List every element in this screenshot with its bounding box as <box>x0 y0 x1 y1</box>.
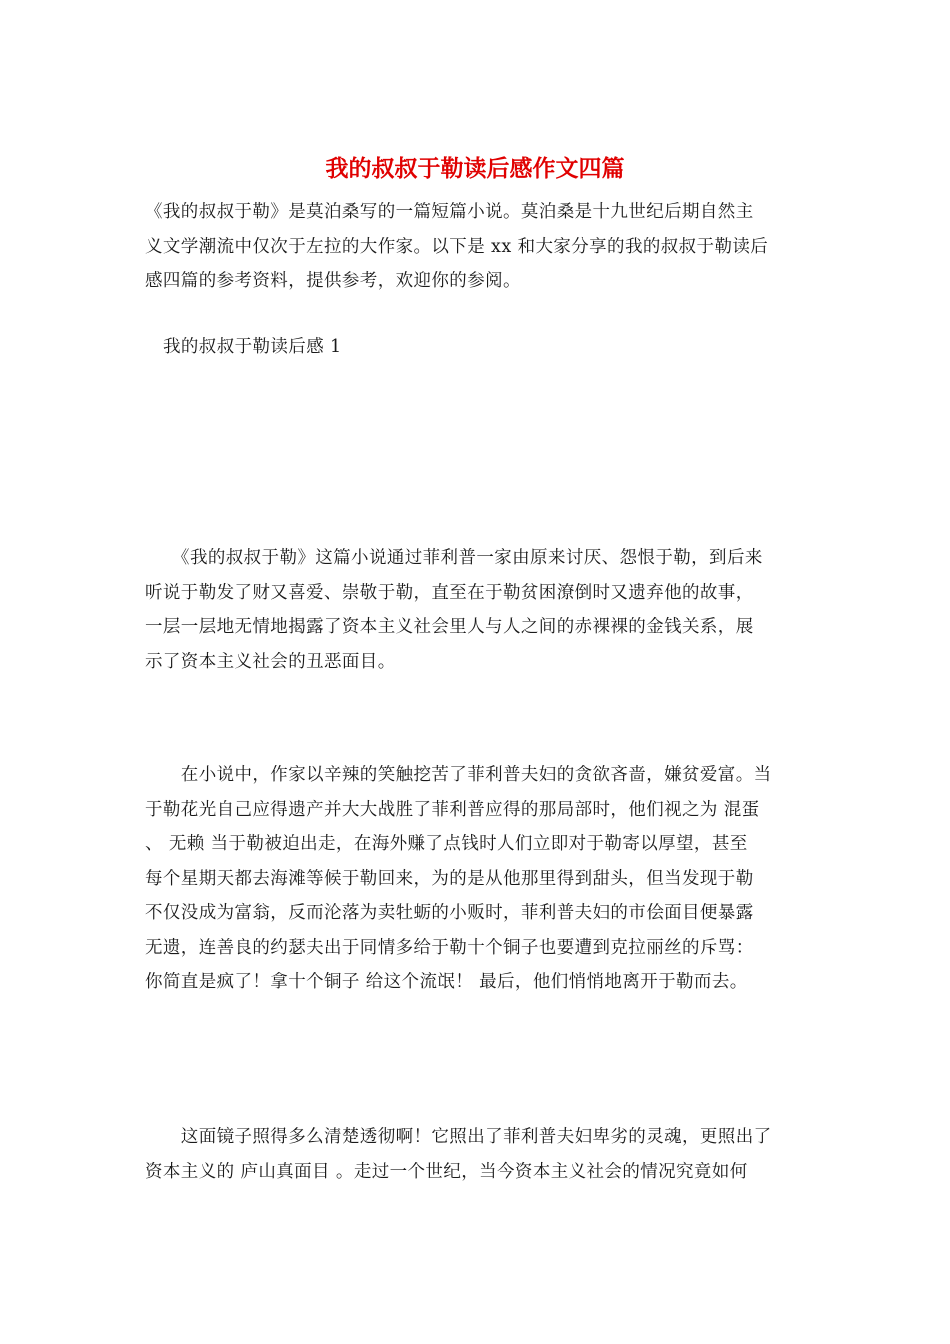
intro-line: 感四篇的参考资料，提供参考，欢迎你的参阅。 <box>145 271 521 291</box>
paragraph-3 <box>145 1120 810 1189</box>
paragraph-line: 每个星期天都去海滩等候于勒回来，为的是从他那里得到甜头，但当发现于勒 <box>145 868 754 889</box>
intro-paragraph <box>145 195 810 299</box>
intro-line: 《我的叔叔于勒》是莫泊桑写的一篇短篇小说。莫泊桑是十九世纪后期自然主 <box>145 202 754 222</box>
paragraph-line: 于勒花光自己应得遗产并大大战胜了菲利普应得的那局部时，他们视之为 混蛋 <box>145 799 760 820</box>
section-heading: 我的叔叔于勒读后感 1 <box>163 337 342 357</box>
intro-line: 义文学潮流中仅次于左拉的大作家。以下是 xx 和大家分享的我的叔叔于勒读后 <box>145 236 769 257</box>
paragraph-line: 听说于勒发了财又喜爱、崇敬于勒，直至在于勒贫困潦倒时又遗弃他的故事， <box>145 582 754 603</box>
paragraph-line: 你简直是疯了！拿十个铜子 给这个流氓！ 最后，他们悄悄地离开于勒而去。 <box>145 972 748 992</box>
paragraph-line: 不仅没成为富翁，反而沦落为卖牡蛎的小贩时，菲利普夫妇的市侩面目便暴露 <box>145 903 754 923</box>
paragraph-1 <box>145 541 810 679</box>
paragraph-line: 在小说中，作家以辛辣的笑触挖苦了菲利普夫妇的贪欲吝啬，嫌贫爱富。当 <box>145 765 772 785</box>
document-title: 我的叔叔于勒读后感作文四篇 <box>325 155 625 182</box>
paragraph-line: 《我的叔叔于勒》这篇小说通过菲利普一家由原来讨厌、怨恨于勒，到后来 <box>145 548 763 568</box>
paragraph-line: 资本主义的 庐山真面目 。走过一个世纪，当今资本主义社会的情况究竟如何 <box>145 1161 748 1182</box>
paragraph-line: 一层一层地无情地揭露了资本主义社会里人与人之间的赤裸裸的金钱关系，展 <box>145 617 754 637</box>
paragraph-line: 、 无赖 当于勒被迫出走，在海外赚了点钱时人们立即对于勒寄以厚望，甚至 <box>145 834 748 854</box>
paragraph-line: 无遗，连善良的约瑟夫出于同情多给于勒十个铜子也要遭到克拉丽丝的斥骂： <box>145 937 754 958</box>
paragraph-line: 示了资本主义社会的丑恶面目。 <box>145 651 396 672</box>
paragraph-line: 这面镜子照得多么清楚透彻啊！它照出了菲利普夫妇卑劣的灵魂，更照出了 <box>145 1127 772 1147</box>
paragraph-2 <box>145 758 810 1000</box>
